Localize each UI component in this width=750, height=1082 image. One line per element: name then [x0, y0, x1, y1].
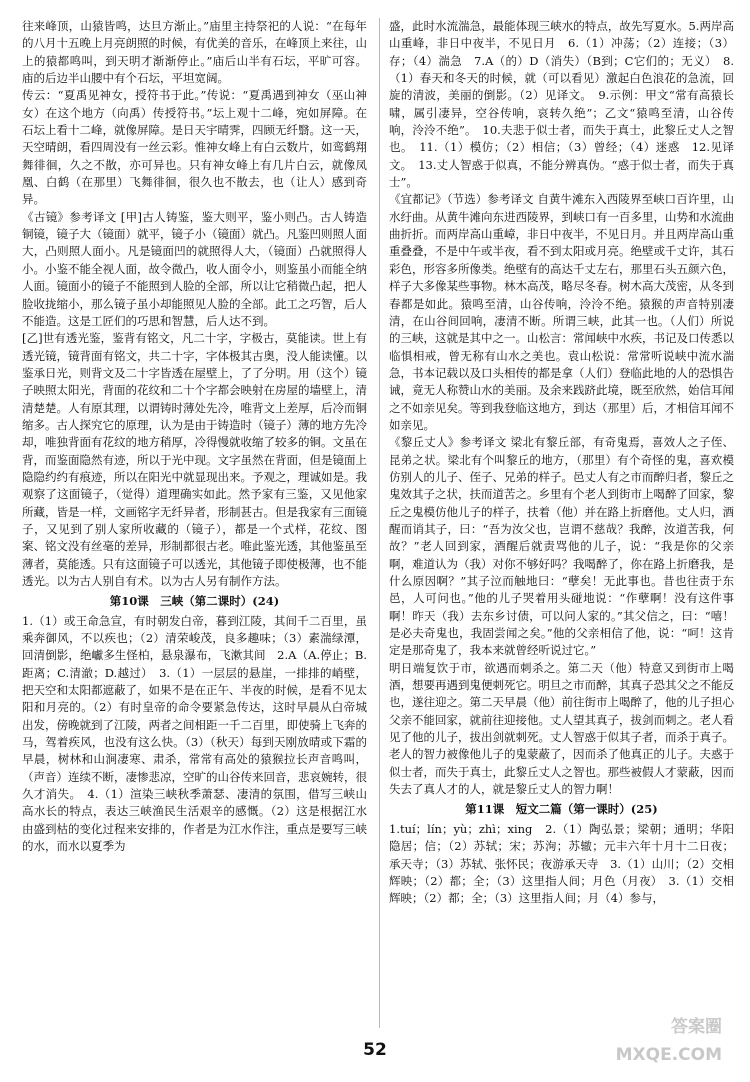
paragraph: 1.（1）或王命急宣，有时朝发白帝，暮到江陵，其间千二百里，虽乘奔御风，不以疾也；（2）清荣峻茂，良多趣味；（3）素湍绿潭，回清倒影，绝巘多生怪柏，悬泉瀑布，飞漱其间 2.A（A.停止；B.距离；C.清澈；D.越过） 3.（1）一层层的悬崖，一排排的峭壁，把天空和太阳都遮蔽了，如果不是在正午、半夜的时候，是看不见太阳和月亮的。（2）有时皇帝的命令要紧急传达，这时早晨从白帝城出发，傍晚就到了江陵，两者之间相距一千二百里，即使骑上飞奔的马，驾着疾风，也没有这么快。（3）（秋天）每到天刚放晴或下霜的早晨，树林和山涧凄寒、肃杀，常常有高处的猿猴拉长声音鸣叫，（声音）连续不断，凄惨悲凉，空旷的山谷传来回音，悲哀婉转，很久才消失。 4.（1）渲染三峡秋季萧瑟、凄清的氛围，借写三峡山高水长的特点，表达三峡渔民生活艰辛的感慨。（2）这是根据江水由盛到枯的变化过程来安排的，作者是为江水作注，重点是要写三峡的水，而水以夏季为 [22, 613, 367, 854]
paragraph: 盛，此时水流湍急，最能体现三峡水的特点，故先写夏水。5.两岸高山重峰，非日中夜半，不见日月 6.（1）冲荡；（2）连接；（3）存；（4）湍急 7.A（的）D（消失）（B到；C它们的；无义） 8.（1）春天和冬天的时候，就（可以看见）激起白色浪花的急流，回旋的清波，美丽的倒影。（2）见译文。 9.示例：甲文“常有高猿长啸，属引凄异，空谷传响，哀转久绝”；乙文“猿鸣至清，山谷传响，泠泠不绝”。 10.夫悲于似士者，而失于真士，此黎丘丈人之智也。 11.（1）模仿；（2）相信；（3）曾经；（4）迷惑 12.见译文。 13.丈人智惑于似真，不能分辨真伪。“惑于似士者，而失于真士”。 [389, 19, 734, 190]
paragraph: 1.tuí；lín；yù；zhì；xing 2.（1）陶弘景；梁朝；通明；华阳隐居；信；（2）苏轼；宋；苏洵；苏辙；元丰六年十月十二日夜；承天寺；（3）苏轼、张怀民；夜游承天寺 3.（1）山川；（2）交相辉映；（2）都；全；（3）这里指人间；月色（月夜） 3.（1）交相辉映；（2）都；全；（3）这里指人间；月（4）参与， [389, 821, 734, 906]
document-page [22, 18, 734, 1028]
lesson-heading: 第10课 三峡（第二课时）(24) [109, 594, 280, 609]
paragraph: [乙]世有透光鉴，鉴背有铭文，凡二十字，字极古，莫能读。世上有透光镜，镜背面有铭文，共二十字，字体极其古奥，没人能读懂。以鉴承日光，则背文及二十字皆透在屋壁上，了了分明。用（这个）镜子映照太阳光，背面的花纹和二十个字都会映射在房屋的墙壁上，清清楚楚。人有原其理，以谓铸时薄处先冷，唯背文上差厚，后冷而铜缩多。古人探究它的原理，认为是由于铸造时（镜子）薄的地方先冷却，唯独背面有花纹的地方稍厚，冷得慢就收缩了较多的铜。文虽在背，而鉴面隐然有迹，所以于光中现。文字虽然在背面，但是镜面上隐隐约约有痕迹，所以在阳光中就显现出来。予观之，理诚如是。我观察了这面镜子，（觉得）道理确实如此。然予家有三鉴，又见他家所藏，皆是一样，文画铭字无纤异者，形制甚古。但是我家有三面镜子，又见到了别人家所收藏的（镜子），都是一个式样，花纹、图案、铭文没有丝毫的差异，形制都很古老。唯此鉴光透，其他鉴虽至薄者，莫能透。只有这面镜子可以透光，其他镜子即使极薄，也不能透光。以为古人别自有术。以为古人另有制作方法。 [22, 331, 367, 588]
right-column [389, 18, 734, 1028]
paragraph: 往来峰顶，山猿皆鸣，达旦方渐止。”庙里主持祭祀的人说：“在每年的八月十五晚上月亮朗照的时候，有优美的音乐，在峰顶上来往，山上的猿都鸣叫，到天明才渐渐停止。”庙后山半有石坛，平旷可容。庙的后边半山腰中有个石坛，平坦宽阔。 [22, 19, 367, 86]
paragraph: 传云：“夏禹见神女，授符书于此。”传说：“夏禹遇到神女（巫山神女）在这个地方（向禹）传授符书。”坛上观十二峰，宛如屏障。在石坛上看十二峰，就像屏障。是日天宇晴霁，四顾无纤翳。这一天，天空晴朗，看四周没有一丝云彩。惟神女峰上有白云数片，如鸾鹤翔舞徘徊，久之不散，亦可异也。只有神女峰上有几片白云，就像凤凰、白鹤（在那里）飞舞徘徊，很久也不散去，也（让人）感到奇异。 [22, 88, 367, 207]
paragraph: 《黎丘丈人》参考译文 梁北有黎丘部，有奇鬼焉，喜效人之子侄、昆弟之状。梁北有个叫黎丘的地方，（那里）有个奇怪的鬼，喜欢模仿别人的儿子、侄子、兄弟的样子。邑丈人有之市而醉归者，黎丘之鬼效其子之状，扶而道苦之。乡里有个老人到街市上喝醉了回家，黎丘之鬼模仿他儿子的样子，扶着（他）并在路上折磨他。丈人归，酒醒而诮其子，曰：“吾为汝父也，岂谓不慈哉？我醉，汝道苦我，何故？”老人回到家，酒醒后就责骂他的儿子，说：“我是你的父亲啊，难道认为（我）对你不够好吗？我喝醉了，你在路上折磨我，是什么原因啊？”其子泣而触地曰：“孽矣！无此事也。昔也往责于东邑，人可问也。”他的儿子哭着用头碰地说：“作孽啊！没有这件事啊！昨天（我）去东乡讨债，可以问人家的。”其父信之，曰：“嘻！是必夫奇鬼也，我固尝闻之矣。”他的父亲相信了他，说：“呵！这肯定是那奇鬼了，我本来就曾经听说过它。” [389, 435, 734, 658]
left-column [22, 18, 367, 1028]
page-number: 52 [363, 1040, 387, 1060]
lesson-heading: 第11课 短文二篇（第一课时）(25) [465, 802, 658, 817]
watermark-line2: MXQE.COM [615, 1045, 722, 1065]
paragraph: 《宜都记》（节选）参考译文 自黄牛滩东入西陵界至峡口百许里，山水纡曲。从黄牛滩向东进西陵界，到峡口有一百多里，山势和水流曲曲折折。而两岸高山重嶂，非日中夜半，不见日月。并且两岸高山重重叠叠，不是中午或半夜，看不到太阳或月亮。绝壁或千丈许，其石彩色，形容多所像类。绝壁有的高达千丈左右，那里石头五颜六色，样子大多像某些事物。林木高茂，略尽冬春。树木高大茂密，从冬到春都是如此。猿鸣至清，山谷传响，泠泠不绝。猿猴的声音特别凄清，在山谷间回响，凄清不断。所谓三峡，此其一也。（人们）所说的三峡，这就是其中之一。山松言：常闻峡中水疾，书记及口传悉以临惧相戒，曾无称有山水之美也。袁山松说：常常听说峡中流水湍急，书本记载以及口头相传的都是拿（人们）登临此地的人的恐惧告诫，竟无人称赞山水的美丽。及余来践跻此境，既至欣然，始信耳闻之不如亲见矣。等到我登临这地方，到达（那里）后，才相信耳闻不如亲见。 [389, 192, 734, 432]
paragraph: 《古镜》参考译文 [甲]古人铸鉴，鉴大则平，鉴小则凸。古人铸造铜镜，镜子大（镜面）就平，镜子小（镜面）就凸。凡鉴凹则照人面大，凸则照人面小。凡是镜面凹的就照得人大，（镜面）凸就照得人小。小鉴不能全视人面，故令微凸，收人面令小，则鉴虽小而能全纳人面。镜面小的镜子不能照到人脸的全部，所以让它稍微凸起，把人脸收拢缩小，那么镜子虽小却能照见人脸的全部。此工之巧智，后人不能造。这是工匠们的巧思和智慧，后人达不到。 [22, 209, 367, 328]
watermark-logo [582, 1004, 732, 1074]
paragraph: 明日端复饮于市，欲遇而刺杀之。第二天（他）特意又到街市上喝酒，想要再遇到鬼便刺死它。明旦之市而醉，其真子恐其父之不能反也，遂往迎之。第二天早晨（他）前往街市上喝醉了，他的儿子担心父亲不能回家，就前往迎接他。丈人望其真子，拔剑而刺之。老人看见了他的儿子，拔出剑就刺死。丈人智惑于似其子者，而杀于真子。老人的智力被像他儿子的鬼蒙蔽了，因而杀了他真正的儿子。夫惑于似士者，而失于真士，此黎丘丈人之智也。那些被假人才蒙蔽，因而失去了真人才的人，就是黎丘丈人的智力啊！ [389, 660, 734, 797]
watermark-line1: 答案圈 [671, 1017, 722, 1037]
column-divider [379, 18, 380, 1028]
